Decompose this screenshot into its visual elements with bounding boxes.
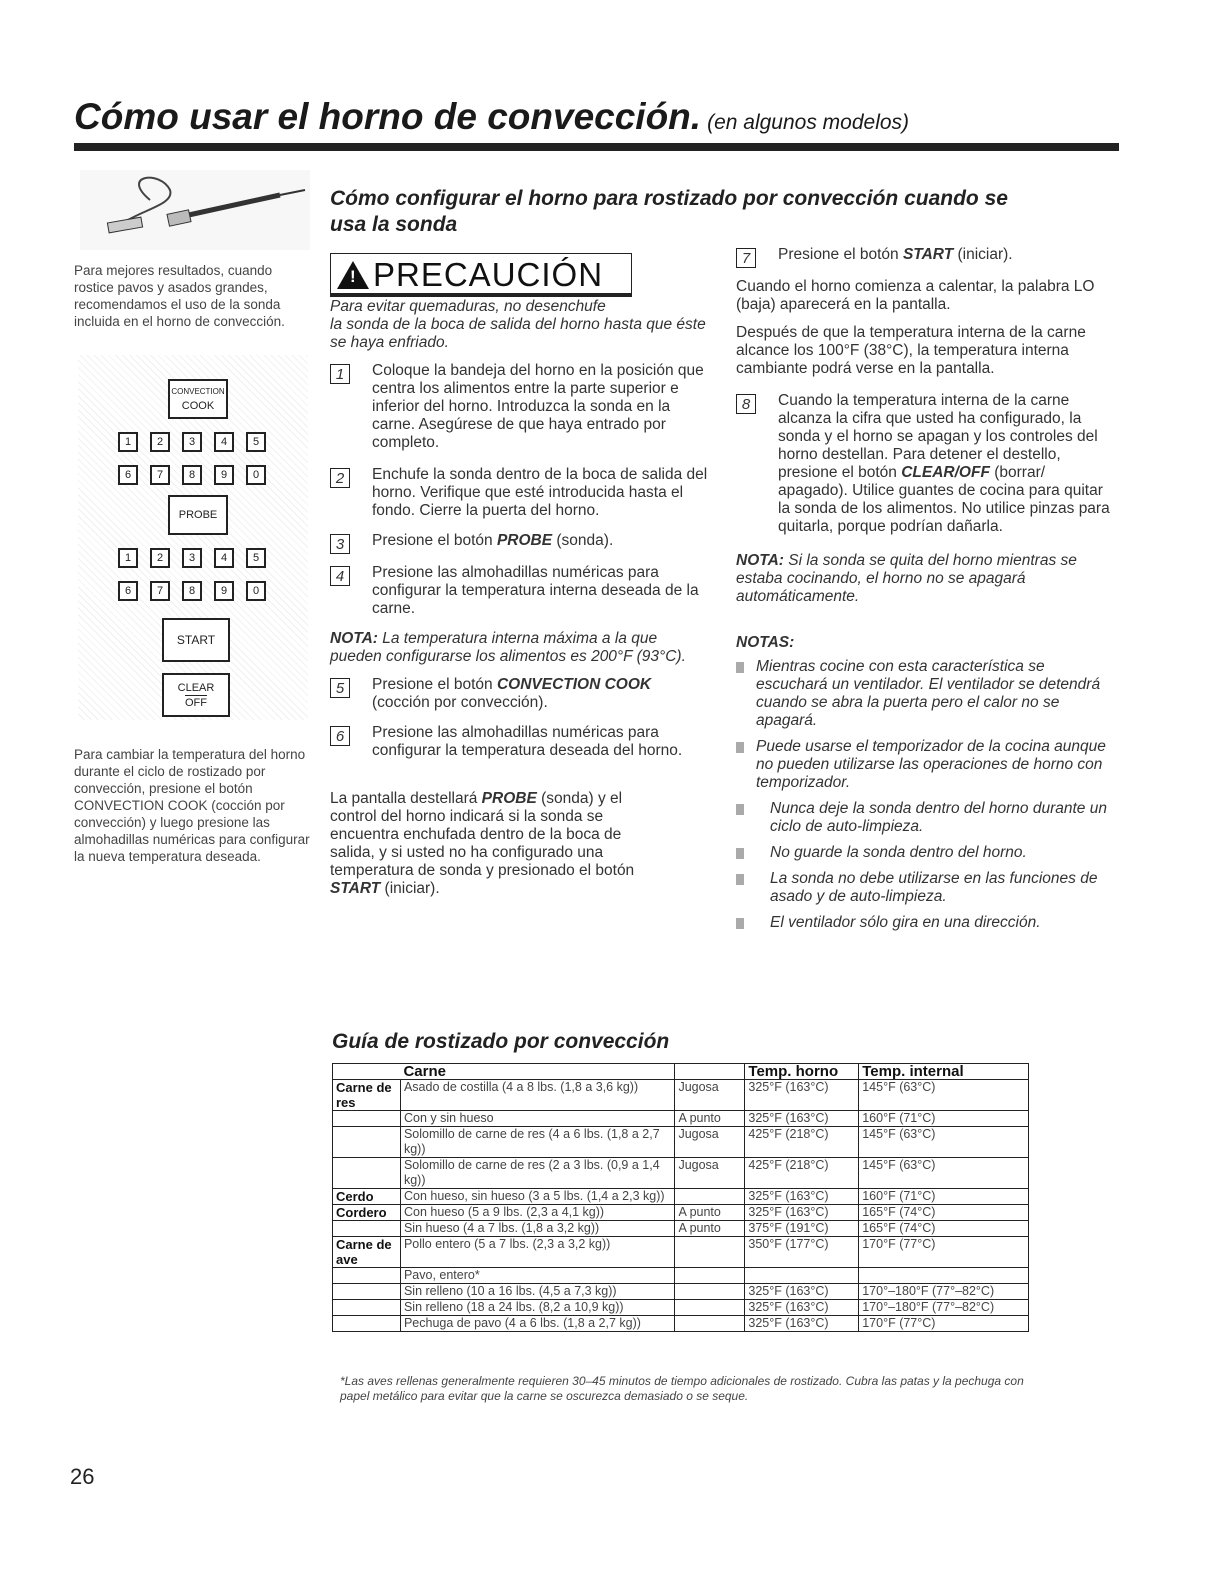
category-cell: Cordero xyxy=(333,1205,401,1221)
oven-temp-cell: 375°F (191°C) xyxy=(745,1221,859,1237)
roasting-guide-table xyxy=(332,1063,1029,1332)
convection-label: CONVECTION xyxy=(171,387,225,396)
page-title xyxy=(74,96,909,138)
bullet-icon xyxy=(736,804,744,815)
category-cell xyxy=(333,1300,401,1316)
title-subtitle: (en algunos modelos) xyxy=(707,111,910,134)
step-number: 7 xyxy=(736,248,756,268)
key-7: 7 xyxy=(150,465,170,485)
step-button-name: CONVECTION COOK xyxy=(496,676,652,693)
display-pre: La pantalla destellará xyxy=(330,790,482,807)
nota-item xyxy=(736,844,1116,862)
step-text xyxy=(778,392,1116,536)
convection-cook-key xyxy=(168,379,228,419)
internal-temp-cell: 145°F (63°C) xyxy=(859,1158,1029,1189)
oven-temp-cell: 325°F (163°C) xyxy=(745,1284,859,1300)
category-cell: Carne de res xyxy=(333,1080,401,1111)
key-2: 2 xyxy=(150,432,170,452)
cook-label: COOK xyxy=(181,400,215,412)
oven-temp-cell: 350°F (177°C) xyxy=(745,1237,859,1268)
category-cell xyxy=(333,1221,401,1237)
cut-cell: Con hueso, sin hueso (3 a 5 lbs. (1,4 a 2,3 kg)) xyxy=(400,1189,674,1205)
warning-text xyxy=(330,298,710,352)
step-7 xyxy=(736,246,1116,267)
internal-temp-cell: 170°F (77°C) xyxy=(859,1316,1029,1332)
doneness-cell: A punto xyxy=(675,1111,745,1127)
table-row xyxy=(333,1316,1029,1332)
step-4 xyxy=(330,564,710,618)
note-label: NOTA: xyxy=(330,630,378,647)
key-1: 1 xyxy=(118,432,138,452)
internal-temp-cell xyxy=(859,1268,1029,1284)
nota-item xyxy=(736,800,1116,836)
step-button-name: PROBE xyxy=(496,532,553,549)
table-row xyxy=(333,1189,1029,1205)
key-9: 9 xyxy=(214,465,234,485)
oven-temp-cell xyxy=(745,1268,859,1284)
step-number: 5 xyxy=(330,678,350,698)
nota-text: Puede usarse el temporizador de la cocina aunque no pueden utilizarse las operaciones de horno con temporizador. xyxy=(756,738,1106,791)
column-header-doneness xyxy=(675,1064,745,1080)
table-body xyxy=(333,1080,1029,1332)
warning-line-1: Para evitar quemaduras, no desenchufe xyxy=(330,298,606,315)
cut-cell: Solomillo de carne de res (2 a 3 lbs. (0,9 a 1,4 kg)) xyxy=(400,1158,674,1189)
internal-temp-cell: 145°F (63°C) xyxy=(859,1080,1029,1111)
key-5: 5 xyxy=(246,432,266,452)
cut-cell: Asado de costilla (4 a 8 lbs. (1,8 a 3,6 kg)) xyxy=(400,1080,674,1111)
display-bold-2: START xyxy=(330,880,381,897)
key-0: 0 xyxy=(246,465,266,485)
bullet-icon xyxy=(736,848,744,859)
note-text: La temperatura interna máxima a la que pueden configurarse los alimentos es 200°F (93°C). xyxy=(330,630,686,665)
bullet-icon xyxy=(736,918,744,929)
category-cell xyxy=(333,1111,401,1127)
cut-cell: Sin relleno (18 a 24 lbs. (8,2 a 10,9 kg)) xyxy=(400,1300,674,1316)
oven-temp-cell: 425°F (218°C) xyxy=(745,1158,859,1189)
step-text xyxy=(372,676,710,712)
table-row xyxy=(333,1080,1029,1111)
step-text xyxy=(778,246,1116,264)
step-2 xyxy=(330,466,710,520)
step-number: 8 xyxy=(736,394,756,414)
internal-temp-cell: 145°F (63°C) xyxy=(859,1127,1029,1158)
step-6 xyxy=(330,724,710,760)
key-3: 3 xyxy=(182,432,202,452)
probe-illustration xyxy=(80,170,310,250)
warning-icon xyxy=(337,261,369,289)
cut-cell: Pollo entero (5 a 7 lbs. (2,3 a 3,2 kg)) xyxy=(400,1237,674,1268)
table-row xyxy=(333,1284,1029,1300)
column-header-category xyxy=(333,1064,401,1080)
warning-line-2: la sonda de la boca de salida del horno hasta que éste se haya enfriado. xyxy=(330,316,706,351)
doneness-cell xyxy=(675,1300,745,1316)
key-5: 5 xyxy=(246,548,266,568)
key-8: 8 xyxy=(182,465,202,485)
doneness-cell: Jugosa xyxy=(675,1158,745,1189)
step-number: 3 xyxy=(330,534,350,554)
bullet-icon xyxy=(736,874,744,885)
category-cell: Cerdo xyxy=(333,1189,401,1205)
category-cell xyxy=(333,1284,401,1300)
key-7: 7 xyxy=(150,581,170,601)
guide-heading: Guía de rostizado por convección xyxy=(332,1030,670,1053)
step-text-pre: Presione el botón xyxy=(372,676,497,693)
nota-item xyxy=(736,870,1116,906)
table-footnote: *Las aves rellenas generalmente requieren 30–45 minutos de tiempo adicionales de rostizado. Cubra las patas y la pechuga con papel metálico para evitar que la carne se oscurezca demasiado o se seque. xyxy=(340,1374,1024,1403)
warning-symbol: ! xyxy=(350,267,356,286)
keypad-illustration xyxy=(78,355,308,720)
bullet-icon xyxy=(736,662,744,673)
display-paragraph xyxy=(330,790,660,898)
oven-temp-cell: 325°F (163°C) xyxy=(745,1300,859,1316)
step-text-post: (cocción por convección). xyxy=(372,694,548,711)
nota-text: No guarde la sonda dentro del horno. xyxy=(770,844,1027,861)
oven-temp-cell: 425°F (218°C) xyxy=(745,1127,859,1158)
step-5 xyxy=(330,676,710,712)
internal-temp-cell: 160°F (71°C) xyxy=(859,1189,1029,1205)
key-0: 0 xyxy=(246,581,266,601)
clear-off-key xyxy=(162,673,230,717)
page-number: 26 xyxy=(70,1464,95,1489)
nota-text: El ventilador sólo gira en una dirección. xyxy=(770,914,1041,931)
nota-text: La sonda no debe utilizarse en las funciones de asado y de auto-limpieza. xyxy=(770,870,1098,905)
table-row xyxy=(333,1300,1029,1316)
notas-list xyxy=(736,658,1116,940)
after-text: Después de que la temperatura interna de la carne alcance los 100°F (38°C), la temperatura interna cambiante podrá verse en la pantalla. xyxy=(736,324,1086,377)
doneness-cell: Jugosa xyxy=(675,1080,745,1111)
cut-cell: Pavo, entero* xyxy=(400,1268,674,1284)
table-row xyxy=(333,1237,1029,1268)
cut-cell: Pechuga de pavo (4 a 6 lbs. (1,8 a 2,7 kg)) xyxy=(400,1316,674,1332)
step-text-pre: Presione el botón xyxy=(372,532,497,549)
step-text: Enchufe la sonda dentro de la boca de salida del horno. Verifique que esté introducida hasta el fondo. Cierre la puerta del horno. xyxy=(372,466,708,519)
display-bold: PROBE xyxy=(481,790,537,807)
warning-title: PRECAUCIÓN xyxy=(373,256,604,293)
cut-cell: Solomillo de carne de res (4 a 6 lbs. (1,8 a 2,7 kg)) xyxy=(400,1127,674,1158)
key-4: 4 xyxy=(214,432,234,452)
clear-label: CLEAR xyxy=(177,681,215,694)
heating-text: Cuando el horno comienza a calentar, la palabra LO (baja) aparecerá en la pantalla. xyxy=(736,278,1095,313)
key-9: 9 xyxy=(214,581,234,601)
keypad-caption: Para cambiar la temperatura del horno durante el ciclo de rostizado por convección, presione el botón CONVECTION COOK (cocción por convección) y luego presione las almohadillas numéricas para configurar la nueva temperatura deseada. xyxy=(74,747,310,864)
nota-text: Mientras cocine con esta característica se escuchará un ventilador. El ventilador se detendrá cuando se abra la puerta pero el calor no se apagará. xyxy=(756,658,1101,729)
note-probe-removed xyxy=(736,552,1116,606)
notas-heading: NOTAS: xyxy=(736,634,795,651)
step-number: 1 xyxy=(330,364,350,384)
step-text-pre: Cuando la temperatura interna de la carne alcanza la cifra que usted ha configurado, la sonda y el horno se apagan y los controles del horno destellan. Para detener el destello, presione el botón xyxy=(778,392,1098,481)
internal-temp-cell: 170°–180°F (77°–82°C) xyxy=(859,1300,1029,1316)
column-header-meat: Carne xyxy=(400,1064,674,1080)
key-6: 6 xyxy=(118,581,138,601)
step-3 xyxy=(330,532,710,553)
cut-cell: Con hueso (5 a 9 lbs. (2,3 a 4,1 kg)) xyxy=(400,1205,674,1221)
table-header-row xyxy=(333,1064,1029,1080)
note-max-temp xyxy=(330,630,710,666)
step-text: Presione las almohadillas numéricas para configurar la temperatura interna deseada de la carne. xyxy=(372,564,699,617)
title-rule xyxy=(74,143,1119,151)
nota-item xyxy=(736,914,1116,932)
doneness-cell xyxy=(675,1316,745,1332)
table-row xyxy=(333,1268,1029,1284)
nota-item xyxy=(736,738,1116,792)
nota-text: Nunca deje la sonda dentro del horno durante un ciclo de auto-limpieza. xyxy=(770,800,1107,835)
category-cell xyxy=(333,1158,401,1189)
cut-cell: Sin hueso (4 a 7 lbs. (1,8 a 3,2 kg)) xyxy=(400,1221,674,1237)
doneness-cell: A punto xyxy=(675,1205,745,1221)
note-label: NOTA: xyxy=(736,552,784,569)
warning-box xyxy=(330,253,632,296)
table-row xyxy=(333,1111,1029,1127)
doneness-cell xyxy=(675,1189,745,1205)
doneness-cell xyxy=(675,1237,745,1268)
key-2: 2 xyxy=(150,548,170,568)
internal-temp-cell: 170°F (77°C) xyxy=(859,1237,1029,1268)
category-cell xyxy=(333,1268,401,1284)
table-row xyxy=(333,1221,1029,1237)
warning-underline xyxy=(330,293,632,297)
oven-temp-cell: 325°F (163°C) xyxy=(745,1111,859,1127)
cut-cell: Con y sin hueso xyxy=(400,1111,674,1127)
display-mid: (sonda) y el control del horno indicará si la sonda se encuentra enchufada dentro de la boca de salida, y si usted no ha configurado una temperatura de sonda y presionado el botón xyxy=(330,790,635,879)
step-text xyxy=(372,532,710,550)
nota-item xyxy=(736,658,1116,730)
oven-temp-cell: 325°F (163°C) xyxy=(745,1205,859,1221)
step-number: 4 xyxy=(330,566,350,586)
column-header-internal-temp: Temp. internal xyxy=(859,1064,1029,1080)
key-6: 6 xyxy=(118,465,138,485)
step-button-name: START xyxy=(902,246,954,263)
category-cell: Carne de ave xyxy=(333,1237,401,1268)
probe-key: PROBE xyxy=(168,495,228,535)
internal-temp-cell: 165°F (74°C) xyxy=(859,1221,1029,1237)
step-text-post: (sonda). xyxy=(552,532,614,549)
step-text: Presione las almohadillas numéricas para configurar la temperatura deseada del horno. xyxy=(372,724,683,759)
oven-temp-cell: 325°F (163°C) xyxy=(745,1316,859,1332)
step-1 xyxy=(330,362,710,452)
internal-temp-cell: 160°F (71°C) xyxy=(859,1111,1029,1127)
probe-caption: Para mejores resultados, cuando rostice pavos y asados grandes, recomendamos el uso de la sonda incluida en el horno de convección. xyxy=(74,263,285,329)
key-1: 1 xyxy=(118,548,138,568)
step-text-pre: Presione el botón xyxy=(778,246,903,263)
oven-temp-cell: 325°F (163°C) xyxy=(745,1080,859,1111)
column-header-oven-temp: Temp. horno xyxy=(745,1064,859,1080)
doneness-cell xyxy=(675,1284,745,1300)
bullet-icon xyxy=(736,742,744,753)
internal-temp-cell: 170°–180°F (77°–82°C) xyxy=(859,1284,1029,1300)
off-label: OFF xyxy=(185,696,207,709)
doneness-cell xyxy=(675,1268,745,1284)
section-heading: Cómo configurar el horno para rostizado por convección cuando se usa la sonda xyxy=(330,187,1008,236)
key-3: 3 xyxy=(182,548,202,568)
display-post: (iniciar). xyxy=(380,880,440,897)
cut-cell: Sin relleno (10 a 16 lbs. (4,5 a 7,3 kg)) xyxy=(400,1284,674,1300)
category-cell xyxy=(333,1127,401,1158)
key-4: 4 xyxy=(214,548,234,568)
key-8: 8 xyxy=(182,581,202,601)
table-row xyxy=(333,1158,1029,1189)
doneness-cell: Jugosa xyxy=(675,1127,745,1158)
start-key: START xyxy=(162,618,230,662)
internal-temp-cell: 165°F (74°C) xyxy=(859,1205,1029,1221)
table-row xyxy=(333,1127,1029,1158)
step-text-post: (borrar/ apagado). Utilice guantes de cocina para quitar la sonda de los alimentos. No utilice pinzas para quitarla, porque podrían dañarla. xyxy=(778,464,1110,535)
step-8 xyxy=(736,392,1116,536)
category-cell xyxy=(333,1316,401,1332)
step-number: 2 xyxy=(330,468,350,488)
step-button-name: CLEAR/OFF xyxy=(901,464,990,481)
step-number: 6 xyxy=(330,726,350,746)
title-main: Cómo usar el horno de convección. xyxy=(74,96,702,137)
note-text: Si la sonda se quita del horno mientras se estaba cocinando, el horno no se apagará automáticamente. xyxy=(736,552,1077,605)
table-row xyxy=(333,1205,1029,1221)
step-text-post: (iniciar). xyxy=(953,246,1013,263)
step-text: Coloque la bandeja del horno en la posición que centra los alimentos entre la parte superior e inferior del horno. Introduzca la sonda en la carne. Asegúrese de que haya entrado por completo. xyxy=(372,362,704,451)
doneness-cell: A punto xyxy=(675,1221,745,1237)
oven-temp-cell: 325°F (163°C) xyxy=(745,1189,859,1205)
